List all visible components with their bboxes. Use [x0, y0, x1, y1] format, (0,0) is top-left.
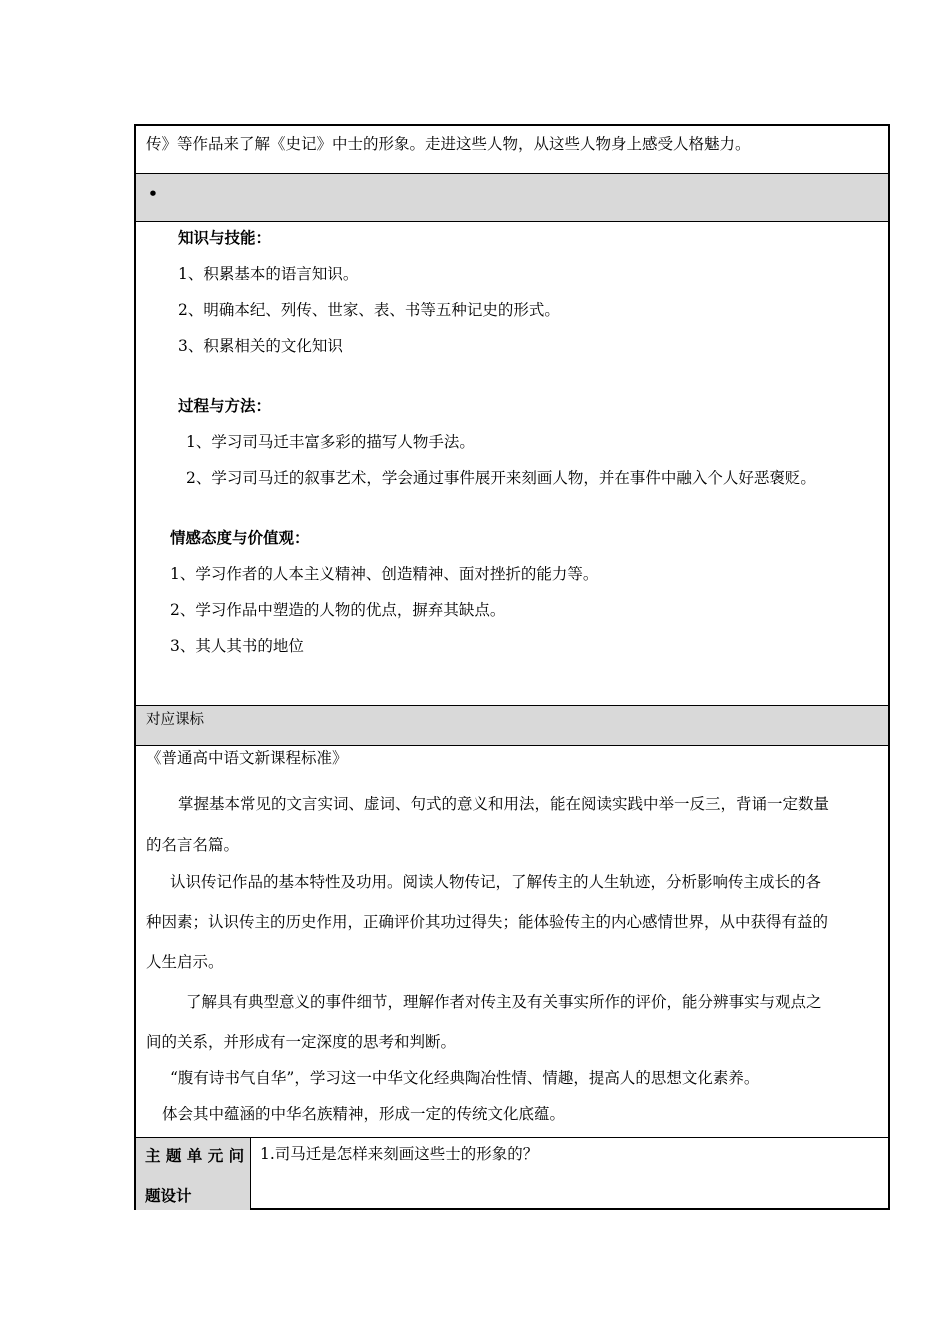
unit-label-cell [136, 1138, 251, 1210]
standards-paragraph: 了解具有典型意义的事件细节，理解作者对传主及有关事实所作的评价，能分辨事实与观点之 [186, 993, 822, 1011]
emotion-item: 2、学习作品中塑造的人物的优点，摒弃其缺点。 [170, 601, 506, 619]
knowledge-item: 2、明确本纪、列传、世家、表、书等五种记史的形式。 [178, 301, 560, 319]
standards-header-row [136, 706, 888, 746]
unit-question-row [136, 1138, 888, 1210]
standards-paragraph: 体会其中蕴涵的中华名族精神，形成一定的传统文化底蕴。 [162, 1105, 566, 1123]
process-heading: 过程与方法： [178, 397, 272, 415]
standards-title: 《普通高中语文新课程标准》 [146, 749, 348, 767]
unit-label-line2: 题设计 [145, 1187, 192, 1205]
knowledge-item: 3、积累相关的文化知识 [178, 337, 343, 355]
emotion-heading: 情感态度与价值观： [170, 529, 310, 547]
standards-row [136, 746, 888, 1138]
standards-paragraph: 认识传记作品的基本特性及功用。阅读人物传记，了解传主的人生轨迹，分析影响传主成长的各 [170, 873, 822, 891]
standards-paragraph: “腹有诗书气自华”，学习这一中华文化经典陶冶性情、情趣，提高人的思想文化素养。 [170, 1069, 760, 1087]
intro-text: 传》等作品来了解《史记》中士的形象。走进这些人物，从这些人物身上感受人格魅力。 [146, 135, 751, 153]
standards-paragraph: 间的关系，并形成有一定深度的思考和判断。 [146, 1033, 457, 1051]
standards-header: 对应课标 [146, 712, 204, 728]
knowledge-item: 1、积累基本的语言知识。 [178, 265, 359, 283]
objectives-header-row [136, 174, 888, 222]
emotion-item: 1、学习作者的人本主义精神、创造精神、面对挫折的能力等。 [170, 565, 599, 583]
objectives-row [136, 222, 888, 706]
unit-label-line1: 主 题 单 元 问 [145, 1147, 245, 1165]
knowledge-heading: 知识与技能： [178, 229, 272, 247]
process-item: 1、学习司马迁丰富多彩的描写人物手法。 [186, 433, 475, 451]
process-item: 2、学习司马迁的叙事艺术，学会通过事件展开来刻画人物，并在事件中融入个人好恶褒贬。 [186, 469, 816, 487]
lesson-plan-table [134, 124, 890, 1210]
standards-paragraph: 的名言名篇。 [146, 836, 240, 854]
standards-paragraph: 掌握基本常见的文言实词、虚词、句式的意义和用法，能在阅读实践中举一反三，背诵一定数量 [178, 795, 830, 813]
standards-paragraph: 人生启示。 [146, 953, 224, 971]
emotion-item: 3、其人其书的地位 [170, 637, 304, 655]
standards-paragraph: 种因素；认识传主的历史作用，正确评价其功过得失；能体验传主的内心感情世界，从中获得有益的 [146, 913, 829, 931]
unit-question: 1.司马迁是怎样来刻画这些士的形象的？ [260, 1145, 539, 1163]
bullet-marker: • [148, 185, 158, 203]
intro-row [136, 126, 888, 174]
